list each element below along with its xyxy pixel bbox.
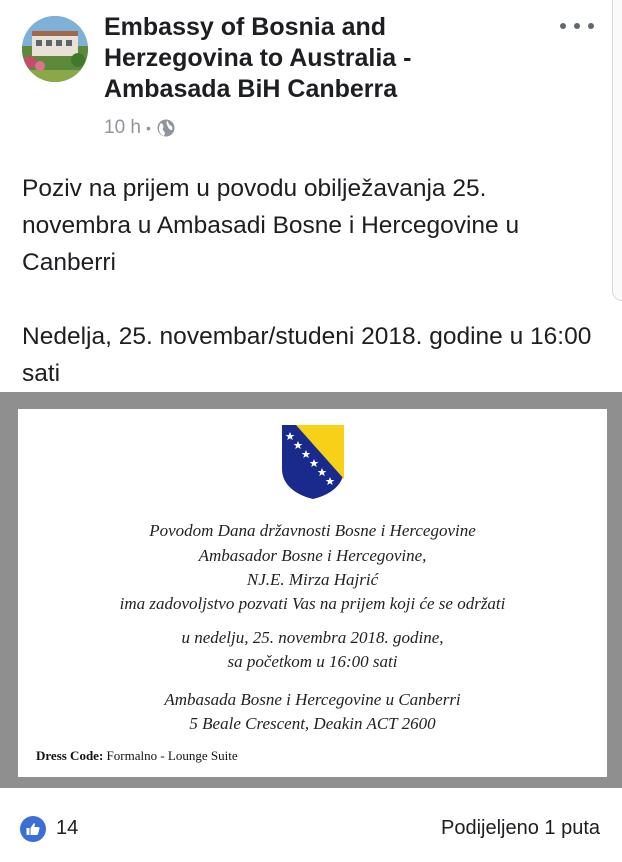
post-meta [104,117,176,139]
post-timestamp[interactable]: 10 h [104,117,141,138]
invitation-line-6: sa početkom u 16:00 sati [227,652,398,671]
invitation-line-3: NJ.E. Mirza Hajrić [246,570,379,589]
meta-separator: • [145,120,151,136]
dress-code-label: Dress Code: [36,748,104,763]
invitation-line-5: u nedelju, 25. novembra 2018. godine, [181,628,444,647]
invitation-line-2: Ambasador Bosne i Hercegovine, [198,546,427,565]
bih-flag-shield-icon [280,423,346,501]
post-paragraph-2: Nedelja, 25. novembar/studeni 2018. godine u 16:00 sati [22,323,592,387]
post-paragraph-1: Poziv na prijem u povodu obilježavanja 25. novembra u Ambasadi Bosne i Hercegovine u Canberri [22,175,520,276]
invitation-line-7: Ambasada Bosne i Hercegovine u Canberri [164,690,461,709]
adjacent-card-edge [612,0,622,301]
invitation-line-8: 5 Beale Crescent, Deakin ACT 2600 [189,714,436,733]
invitation-line-4: ima zadovoljstvo pozvati Vas na prijem koji će se održati [119,594,506,613]
like-thumb-icon[interactable] [20,816,46,842]
post-message [22,170,602,392]
invitation-card [18,409,607,777]
globe-icon [156,118,176,138]
post-footer [0,800,622,862]
more-options-icon[interactable] [560,20,594,32]
dress-code-value: Formalno - Lounge Suite [103,748,238,763]
share-count[interactable]: Podijeljeno 1 puta [440,817,600,839]
invitation-line-1: Povodom Dana državnosti Bosne i Hercegovine [149,521,476,540]
dress-code [36,748,238,764]
reaction-count[interactable]: 14 [56,817,79,839]
page-avatar[interactable] [22,16,88,82]
post-header [0,0,622,150]
page-name-link[interactable]: Embassy of Bosnia and Herzegovina to Australia - Ambasada BiH Canberra [104,13,412,103]
post-image[interactable] [0,392,622,788]
